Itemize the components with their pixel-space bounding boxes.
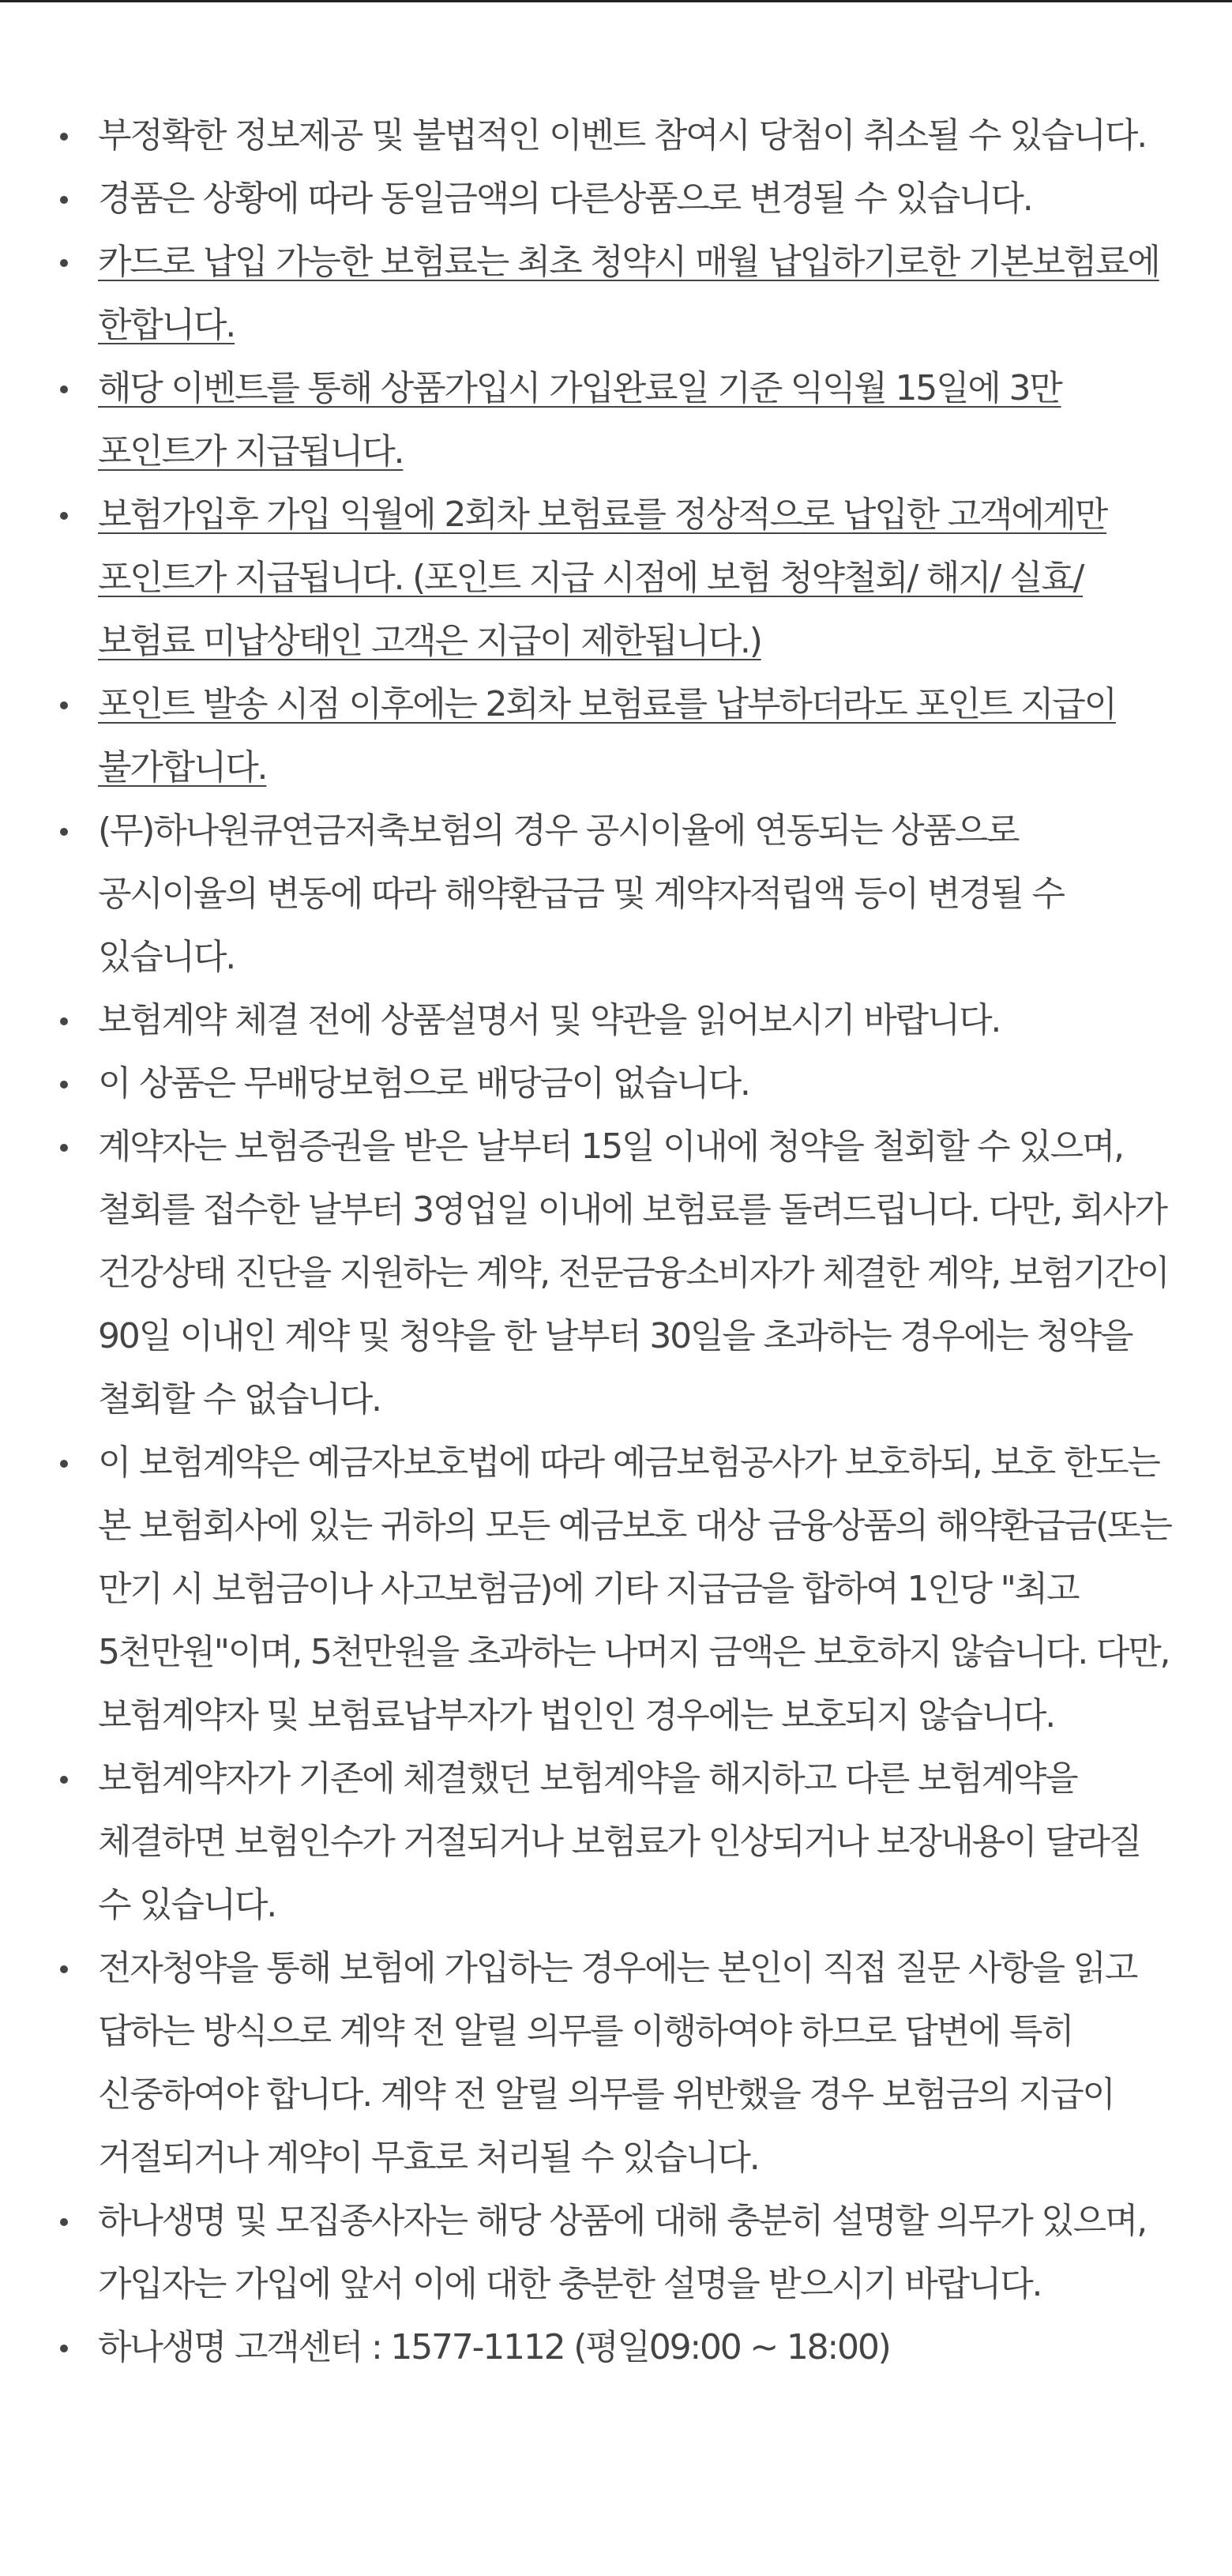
notice-item (0, 104, 1232, 167)
top-divider (0, 0, 1232, 2)
notice-item (0, 1115, 1232, 1431)
notice-text: 보험가입후 가입 익월에 2회차 보험료를 정상적으로 납입한 고객에게만 포인트가 지급됩니다. (포인트 지급 시점에 보험 청약철회/ 해지/ 실효/ 보험료 미납상태인 고객은 지급이 제한됩니다.) (98, 495, 1107, 661)
notice-list (0, 104, 1232, 2379)
notice-item (0, 799, 1232, 989)
customer-center-text: 하나생명 고객센터 : 1577-1112 (평일09:00 ~ 18:00) (98, 2327, 890, 2367)
customer-center-item (0, 2316, 1232, 2379)
notice-item (0, 989, 1232, 1052)
notice-item (0, 1052, 1232, 1115)
notice-text: 보험계약자가 기존에 체결했던 보험계약을 해지하고 다른 보험계약을 체결하면 보험인수가 거절되거나 보험료가 인상되거나 보장내용이 달라질 수 있습니다. (98, 1758, 1141, 1925)
notice-item (0, 483, 1232, 673)
notice-item (0, 1747, 1232, 1937)
bullet-icon (60, 385, 68, 393)
notice-text: 포인트 발송 시점 이후에는 2회차 보험료를 납부하더라도 포인트 지급이 불가합니다. (98, 684, 1116, 788)
bullet-icon (60, 133, 68, 141)
notice-text: 보험계약 체결 전에 상품설명서 및 약관을 읽어보시기 바랍니다. (98, 1000, 1001, 1040)
notice-item (0, 1937, 1232, 2190)
notice-item (0, 231, 1232, 357)
bullet-icon (60, 2218, 68, 2226)
bullet-icon (60, 2345, 68, 2352)
bullet-icon (60, 512, 68, 520)
bullet-icon (60, 1776, 68, 1784)
bullet-icon (60, 1017, 68, 1025)
bullet-icon (60, 259, 68, 267)
notice-text: 전자청약을 통해 보험에 가입하는 경우에는 본인이 직접 질문 사항을 읽고 답하는 방식으로 계약 전 알릴 의무를 이행하여야 하므로 답변에 특히 신중하여야 합니다. 계약 전 알릴 의무를 위반했을 경우 보험금의 지급이 거절되거나 계약이 무효로 처리될 수 있습니다. (98, 1948, 1137, 2178)
notice-item (0, 2190, 1232, 2316)
notice-text: (무)하나원큐연금저축보험의 경우 공시이율에 연동되는 상품으로 공시이율의 변동에 따라 해약환급금 및 계약자적립액 등이 변경될 수 있습니다. (98, 810, 1064, 977)
notice-text: 이 보험계약은 예금자보호법에 따라 예금보험공사가 보호하되, 보호 한도는 본 보험회사에 있는 귀하의 모든 예금보호 대상 금융상품의 해약환급금(또는 만기 시 보험금이나 사고보험금)에 기타 지급금을 합하여 1인당 "최고 5천만원"이며, 5천만원을 초과하는 나머지 금액은 보호하지 않습니다. 다만, 보험계약자 및 보험료납부자가 법인인 경우에는 보호되지 않습니다. (98, 1442, 1171, 1736)
bullet-icon (60, 1081, 68, 1089)
notice-text: 부정확한 정보제공 및 불법적인 이벤트 참여시 당첨이 취소될 수 있습니다. (98, 115, 1146, 156)
bullet-icon (60, 196, 68, 204)
bullet-icon (60, 1965, 68, 1973)
notice-item (0, 357, 1232, 483)
bullet-icon (60, 1460, 68, 1468)
notice-text: 카드로 납입 가능한 보험료는 최초 청약시 매월 납입하기로한 기본보험료에 한합니다. (98, 242, 1159, 345)
bullet-icon (60, 701, 68, 709)
bullet-icon (60, 1144, 68, 1152)
notice-item (0, 673, 1232, 799)
notice-text: 해당 이벤트를 통해 상품가입시 가입완료일 기준 익익월 15일에 3만 포인트가 지급됩니다. (98, 368, 1061, 472)
notice-text: 계약자는 보험증권을 받은 날부터 15일 이내에 청약을 철회할 수 있으며, 철회를 접수한 날부터 3영업일 이내에 보험료를 돌려드립니다. 다만, 회사가 건강상태 진단을 지원하는 계약, 전문금융소비자가 체결한 계약, 보험기간이 90일 이내인 계약 및 청약을 한 날부터 30일을 초과하는 경우에는 청약을 철회할 수 없습니다. (98, 1126, 1169, 1420)
notice-text: 이 상품은 무배당보험으로 배당금이 없습니다. (98, 1063, 749, 1104)
notice-text: 하나생명 및 모집종사자는 해당 상품에 대해 충분히 설명할 의무가 있으며, 가입자는 가입에 앞서 이에 대한 충분한 설명을 받으시기 바랍니다. (98, 2201, 1146, 2304)
notice-item (0, 1431, 1232, 1747)
bullet-icon (60, 828, 68, 836)
notice-item (0, 167, 1232, 231)
notice-text: 경품은 상황에 따라 동일금액의 다른상품으로 변경될 수 있습니다. (98, 179, 1032, 219)
